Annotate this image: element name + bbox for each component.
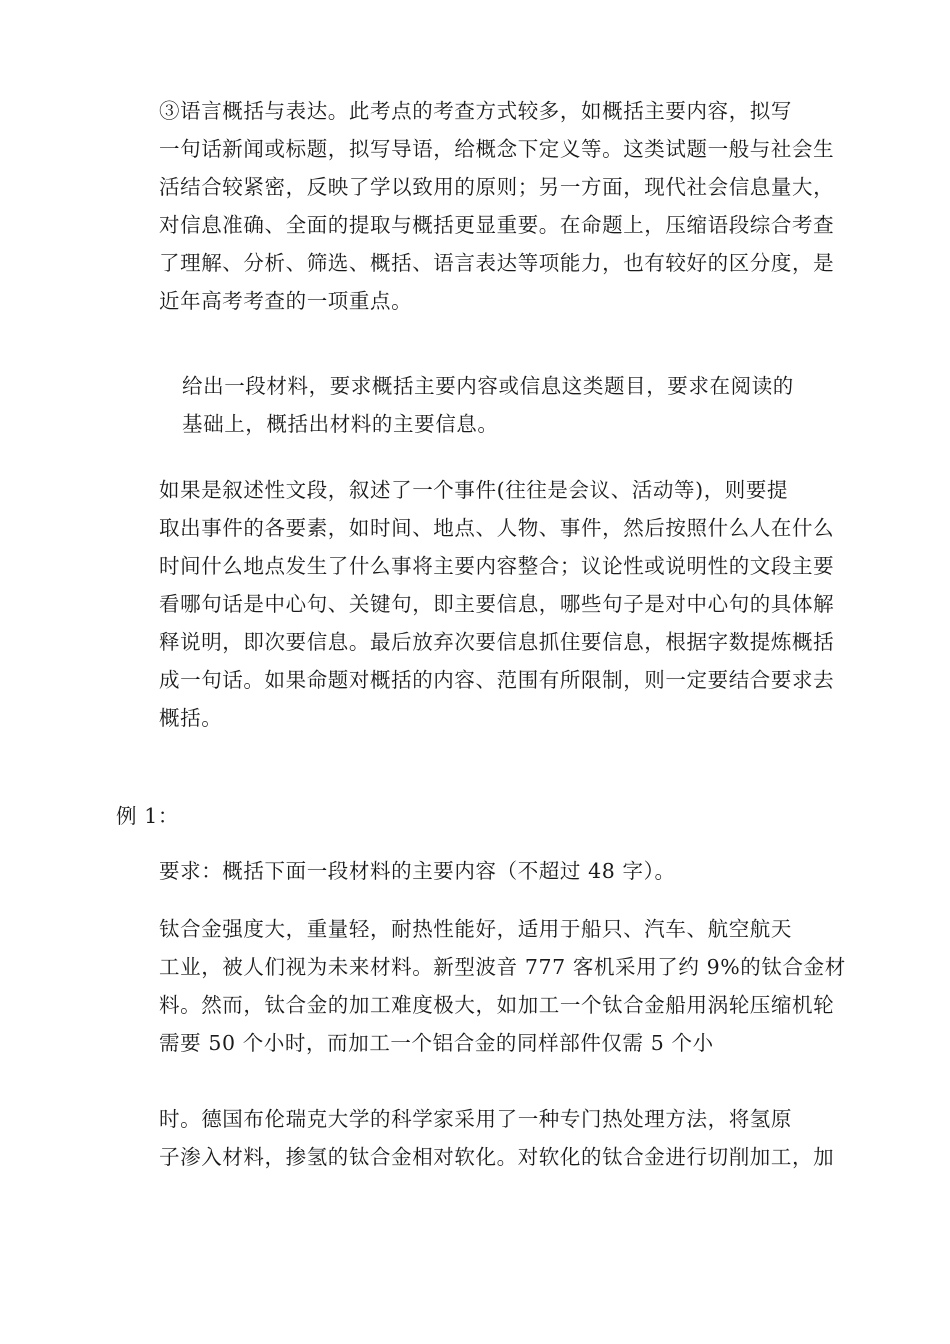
text-line: 如果是叙述性文段，叙述了一个事件(往往是会议、活动等)，则要提 [159, 478, 789, 502]
text-line: 时。德国布伦瑞克大学的科学家采用了一种专门热处理方法，将氢原 [159, 1107, 792, 1131]
text-line: 要求：概括下面一段材料的主要内容（不超过 48 字）。 [159, 859, 676, 883]
text-line: 释说明，即次要信息。最后放弃次要信息抓住要信息，根据字数提炼概括 [159, 630, 835, 654]
text-line: 钛合金强度大，重量轻，耐热性能好，适用于船只、汽车、航空航天 [159, 917, 792, 941]
paragraph-language-summary [116, 92, 836, 320]
text-line: 概括。 [159, 706, 223, 730]
text-line: 子渗入材料，掺氢的钛合金相对软化。对软化的钛合金进行切削加工，加 [159, 1145, 835, 1169]
paragraph-titanium-continued [116, 1100, 836, 1176]
text-line: 一句话新闻或标题，拟写导语，给概念下定义等。这类试题一般与社会生 [159, 137, 835, 161]
text-line: 活结合较紧密，反映了学以致用的原则；另一方面，现代社会信息量大， [159, 175, 835, 199]
text-line: 取出事件的各要素，如时间、地点、人物、事件，然后按照什么人在什么 [159, 516, 835, 540]
text-line: 料。然而，钛合金的加工难度极大，如加工一个钛合金船用涡轮压缩机轮 [159, 993, 835, 1017]
text-line: 时间什么地点发生了什么事将主要内容整合；议论性或说明性的文段主要 [159, 554, 835, 578]
paragraph-material-intro [116, 367, 836, 443]
paragraph-titanium-alloy [116, 910, 846, 1062]
text-line: ③语言概括与表达。此考点的考查方式较多，如概括主要内容，拟写 [159, 99, 792, 123]
text-line: 例 1： [116, 804, 179, 828]
text-line: 了理解、分析、筛选、概括、语言表达等项能力，也有较好的区分度，是 [159, 251, 835, 275]
text-line: 对信息准确、全面的提取与概括更显重要。在命题上，压缩语段综合考查 [159, 213, 835, 237]
example-requirement [116, 852, 836, 890]
text-line: 给出一段材料，要求概括主要内容或信息这类题目，要求在阅读的 [182, 374, 794, 398]
example-heading [116, 797, 836, 835]
text-line: 近年高考考查的一项重点。 [159, 289, 413, 313]
text-line: 看哪句话是中心句、关键句，即主要信息，哪些句子是对中心句的具体解 [159, 592, 835, 616]
text-line: 需要 50 个小时，而加工一个铝合金的同样部件仅需 5 个小 [159, 1031, 714, 1055]
text-line: 工业，被人们视为未来材料。新型波音 777 客机采用了约 9%的钛合金材 [159, 955, 846, 979]
text-line: 基础上，概括出材料的主要信息。 [182, 412, 499, 436]
text-line: 成一句话。如果命题对概括的内容、范围有所限制，则一定要结合要求去 [159, 668, 835, 692]
paragraph-narrative-method [116, 471, 836, 737]
